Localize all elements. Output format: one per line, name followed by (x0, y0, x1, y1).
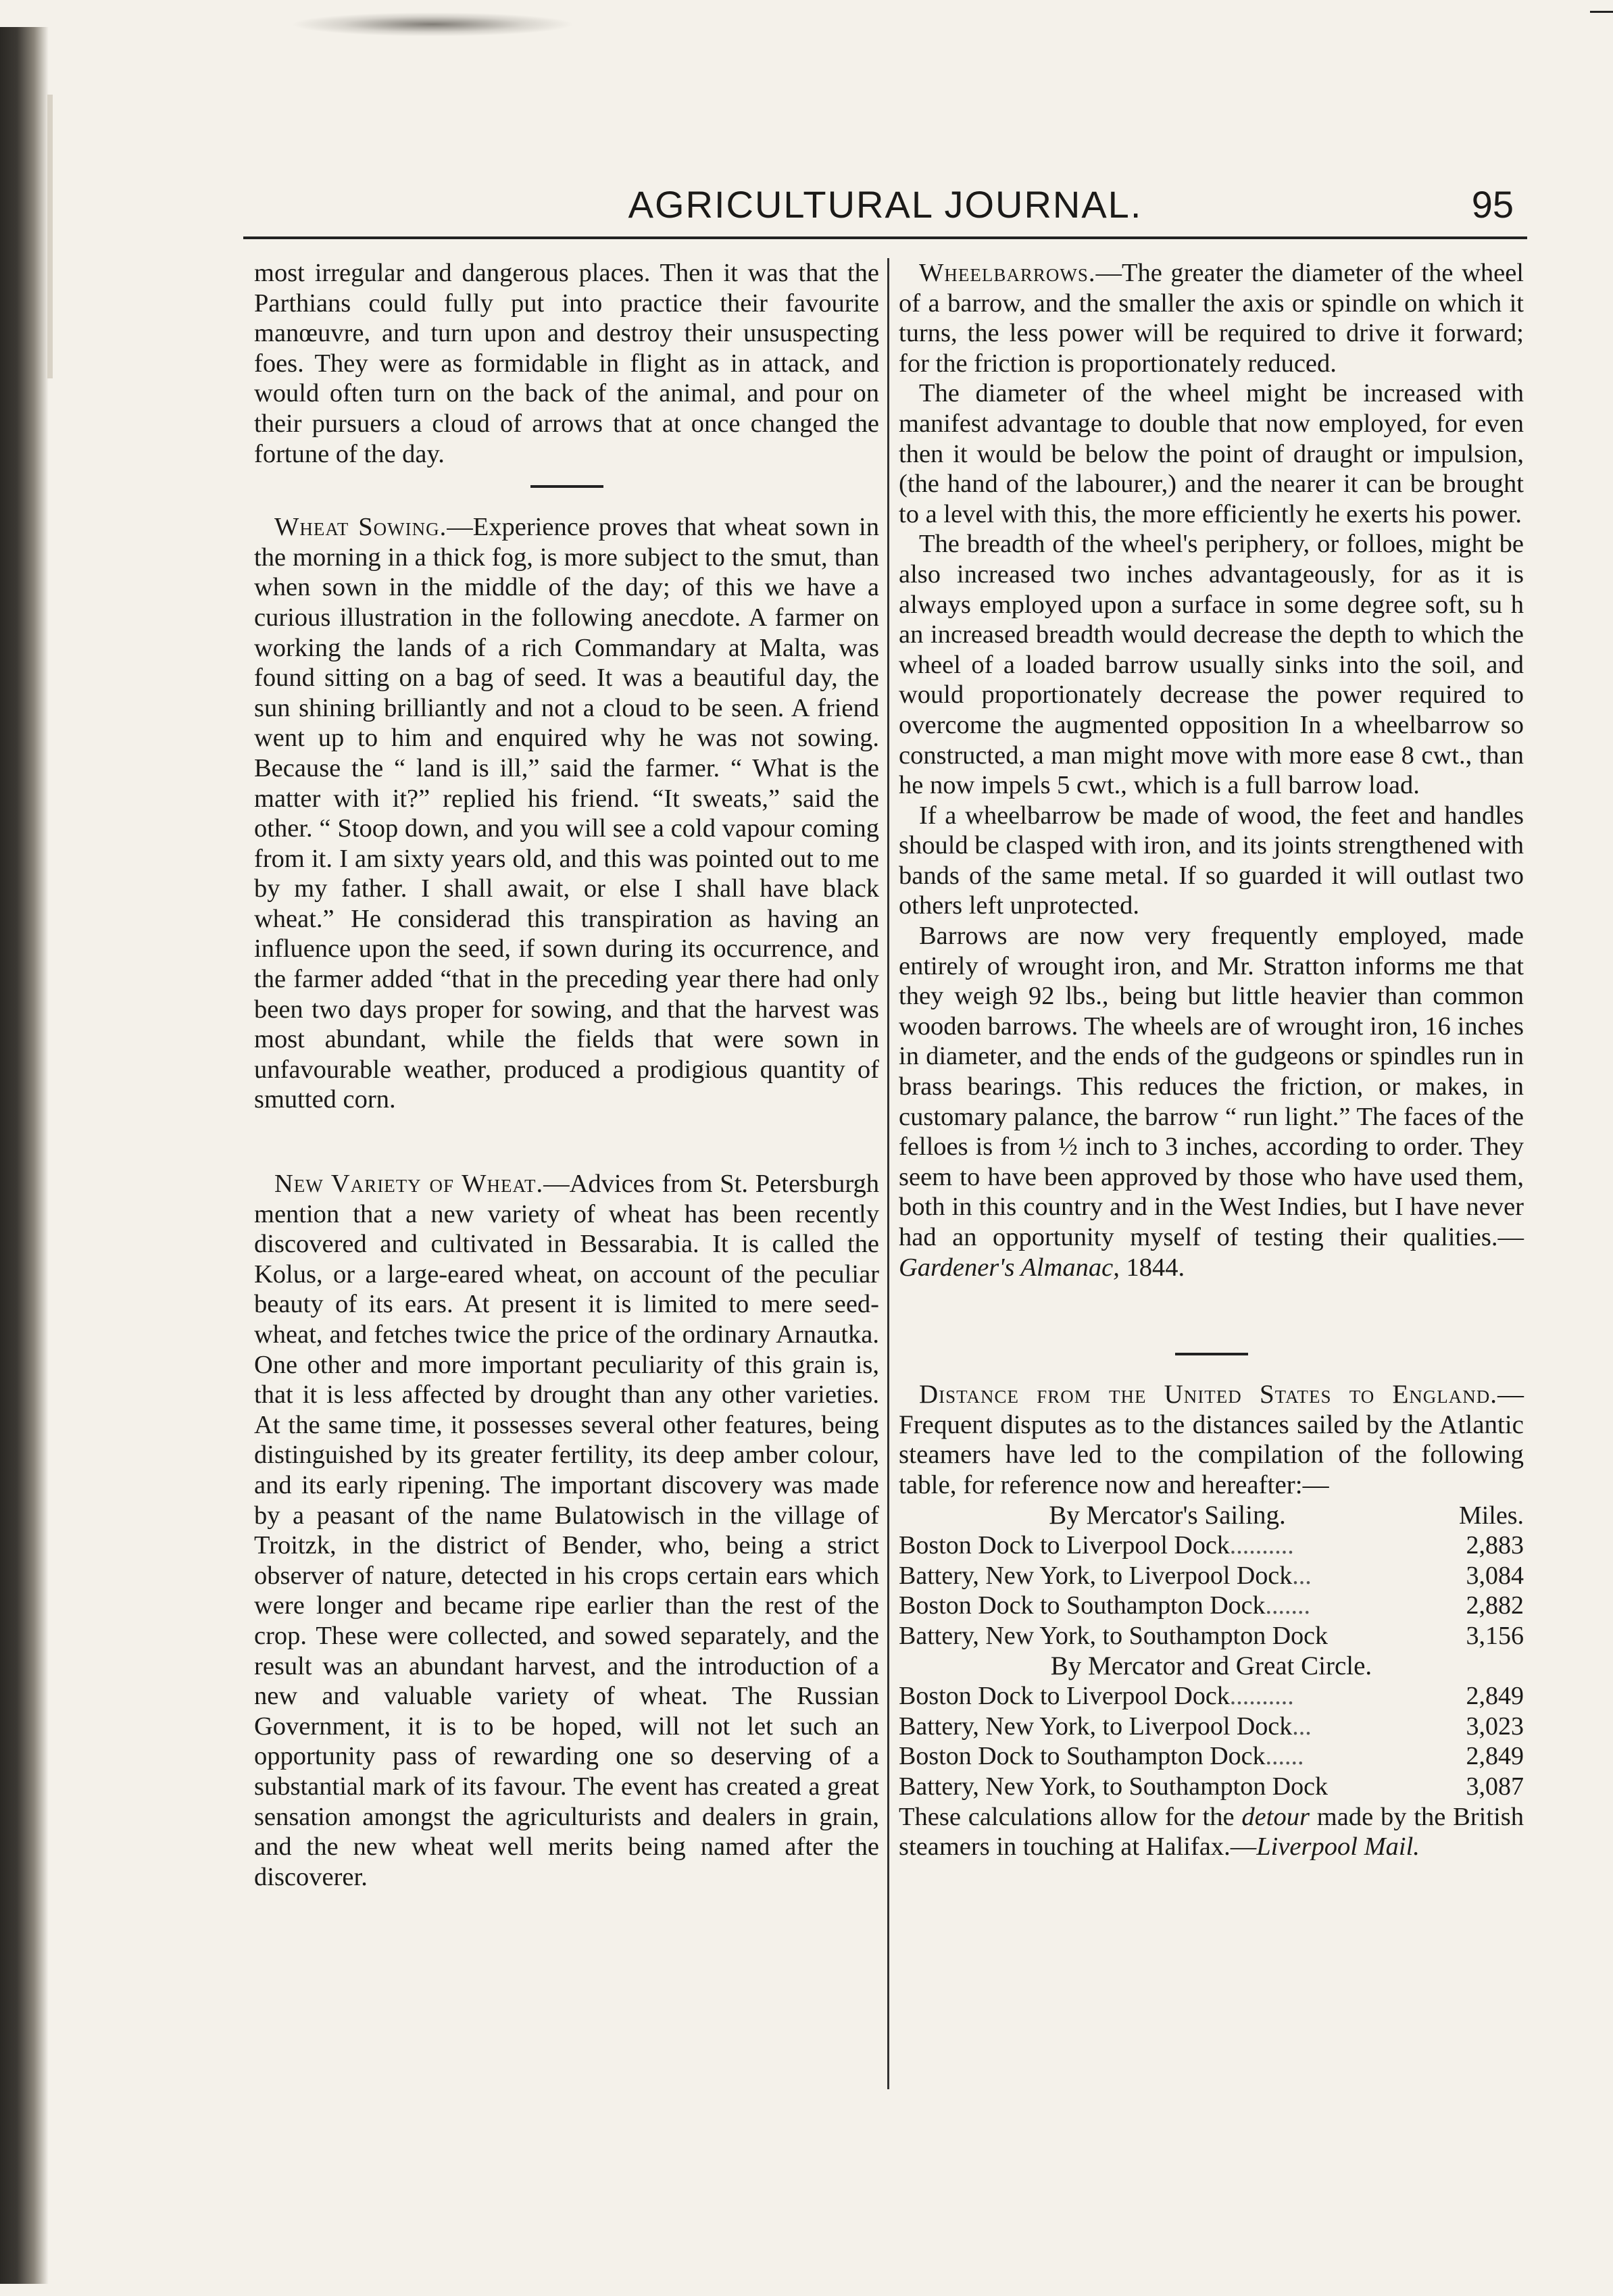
table-row (899, 1712, 1524, 1742)
wheelbarrows-year: 1844. (1119, 1253, 1185, 1282)
wheelbarrows-p2: The diameter of the wheel might be increased with manifest advantage to double that now employed, for even then it would be below the point of draught or impulsion, (the hand of the labourer,) and the nearer it can be brought to a level with this, the more efficiently he exerts his power. (899, 379, 1524, 528)
wheelbarrows-heading: Wheelbarrows. (919, 259, 1096, 287)
closing-detour: detour (1241, 1802, 1310, 1831)
page-number: 95 (1471, 183, 1514, 226)
section-gap (254, 1115, 879, 1169)
journal-title: AGRICULTURAL JOURNAL. (628, 183, 1143, 226)
parthians-paragraph: most irregular and dangerous places. Then it was that the Parthians could fully put into practice their favourite manœuvre, and turn upon and destroy their unsuspecting foes. They were as formidable in flight as in attack, and would often turn on the back of the animal, and pour on their pursuers a cloud of arrows that at once changed the fortune of the day. (254, 259, 879, 468)
route-name: Boston Dock to Liverpool Dock (899, 1531, 1230, 1560)
leader-dots: ... (1292, 1712, 1312, 1741)
route-name: Boston Dock to Southampton Dock (899, 1742, 1266, 1771)
table-header-row (899, 1501, 1524, 1531)
wheat-sowing-article (254, 512, 879, 1115)
distance-source: Liverpool Mail. (1256, 1832, 1420, 1862)
book-spine-shadow (0, 27, 49, 2284)
table-row (899, 1561, 1524, 1591)
section-rule (530, 485, 603, 488)
leader-dots: .......... (1229, 1531, 1294, 1560)
route-miles: 3,087 (1466, 1772, 1524, 1801)
wheelbarrows-p5-block (899, 921, 1524, 1282)
leader-dots: .......... (1229, 1682, 1294, 1711)
spine-edge-mark (47, 95, 53, 378)
ink-smudge (291, 12, 574, 36)
distance-closing (899, 1802, 1524, 1862)
wheelbarrows-p3: The breadth of the wheel's periphery, or folloes, might be also increased two inches advantageously, for as it is always employed upon a surface in some degree soft, su h an increased breadth would decrease the depth to which the wheel of a loaded barrow usually sinks into the soil, and would proportionately decrease the power required to overcome the augmented opposition In a wheelbarrow so constructed, a man might move with more ease 8 cwt., than he now impels 5 cwt., which is a full barrow load. (899, 530, 1524, 800)
distance-heading: Distance from the United States to England. (919, 1380, 1497, 1409)
route-miles: 2,883 (1466, 1531, 1524, 1560)
new-variety-body: —Advices from St. Petersburgh mention that a new variety of wheat has been recently discovered and cultivated in Bessarabia. It is called the Kolus, or a large-eared wheat, on account of the peculiar beauty of its ears. At present it is limited to mere seed-wheat, and fetches twice the price of the ordinary Arnautka. One other and more important peculiarity of this grain is, that it is less affected by drought than any other varieties. At the same time, it possesses several other features, being distinguished by its greater fertility, its deep amber colour, and its early ripening. The important discovery was made by a peasant of the name Bulatowisch in the village of Troitzk, in the district of Bender, who, being a strict observer of nature, detected in his crops certain ears which were longer and became ripe earlier than the rest of the crop. These were collected, and sowed separately, and the result was an abundant harvest, and the introduction of a new and valuable variety of wheat. The Russian Government, it is to be hoped, will not let such an opportunity pass of rewarding one so deserving of a substantial mark of its favour. The event has created a great sensation amongst the agriculturists and dealers in grain, and the new wheat well merits being named after the discoverer. (254, 1170, 879, 1891)
column-divider (887, 258, 889, 2089)
distance-article (899, 1380, 1524, 1500)
route-miles: 2,849 (1466, 1682, 1524, 1711)
wheelbarrows-p5: Barrows are now very frequently employed, made entirely of wrought iron, and Mr. Stratton informs me that they weigh 92 lbs., being but little heavier than common wooden barrows. The wheels are of wrought iron, 16 inches in diameter, and the ends of the gudgeons or spindles run in brass bearings. This reduces the friction, or makes, in customary palance, the barrow “ run light.” The faces of the felloes is from ½ inch to 3 inches, according to order. They seem to have been approved by those who have used them, both in this country and in the West Indies, but I have never had an opportunity myself of testing their qualities.— (899, 922, 1524, 1251)
route-miles: 3,023 (1466, 1712, 1524, 1741)
table-row (899, 1621, 1524, 1651)
wheelbarrows-p1: —The greater the diameter of the wheel of a barrow, and the smaller the axis or spindle on which it turns, the less power will be required to drive it forward; for the friction is proportionately reduced. (899, 259, 1524, 378)
section-gap (899, 1282, 1524, 1337)
wheat-sowing-body: —Experience proves that wheat sown in the morning in a thick fog, is more subject to the smut, than when sown in the middle of the day; of this we have a curious illustration in the following anecdote. A farmer on working the lands of a rich Commandary at Malta, was found sitting on a bag of seed. It was a beautiful day, the sun shining brilliantly and not a cloud to be seen. A friend went up to him and enquired why he was not sowing. Because the “ land is ill,” said the farmer. “ What is the matter with it?” replied his friend. “It sweats,” said the other. “ Stoop down, and you will see a cold vapour coming from it. I am sixty years old, and this was pointed out to me by my father. I shall await, or else I shall have black wheat.” He considerad this transpiration as having an influence upon the seed, if sown during its occurrence, and the farmer added “that in the preceding year there had only been two days proper for sowing, and that the harvest was most abundant, while the fields that were sown in unfavourable weather, produced a prodigious quantity of smutted corn. (254, 513, 879, 1114)
closing-text-b: made by the British steamers in touching at Halifax.— (899, 1802, 1524, 1862)
table-row (899, 1681, 1524, 1712)
left-column (254, 258, 879, 1892)
route-miles: 3,084 (1466, 1561, 1524, 1590)
table-row (899, 1530, 1524, 1561)
right-column (899, 258, 1524, 1862)
distance-body: —Frequent disputes as to the distances sailed by the Atlantic steamers have led to the compilation of the following table, for reference now and hereafter:— (899, 1380, 1524, 1499)
route-name: Boston Dock to Southampton Dock (899, 1591, 1266, 1620)
table-row (899, 1741, 1524, 1772)
corner-mark (1590, 0, 1613, 13)
wheelbarrows-article (899, 258, 1524, 378)
wheat-sowing-heading: Wheat Sowing. (274, 513, 447, 542)
route-name: Battery, New York, to Liverpool Dock (899, 1561, 1293, 1590)
new-variety-article (254, 1169, 879, 1892)
great-circle-heading: By Mercator and Great Circle. (1050, 1651, 1372, 1680)
route-name: Battery, New York, to Southampton Dock (899, 1772, 1329, 1801)
mercator-heading: By Mercator's Sailing. (1049, 1500, 1286, 1530)
table-row (899, 1772, 1524, 1802)
running-head (243, 182, 1527, 239)
route-name: Battery, New York, to Southampton Dock (899, 1621, 1329, 1650)
route-name: Boston Dock to Liverpool Dock (899, 1682, 1230, 1711)
leader-dots: ....... (1265, 1591, 1311, 1620)
table-row (899, 1591, 1524, 1621)
new-variety-heading: New Variety of Wheat. (274, 1170, 544, 1199)
miles-label: Miles. (1458, 1501, 1524, 1530)
wheelbarrows-source: Gardener's Almanac, (899, 1253, 1120, 1282)
leader-dots: ...... (1265, 1742, 1304, 1771)
route-name: Battery, New York, to Liverpool Dock (899, 1712, 1293, 1741)
route-miles: 2,882 (1466, 1591, 1524, 1620)
wheelbarrows-p4: If a wheelbarrow be made of wood, the feet and handles should be clasped with iron, and its joints strengthened with bands of the same metal. If so guarded it will outlast two others left unprotected. (899, 801, 1524, 920)
table-header-row (899, 1651, 1524, 1682)
closing-text-a: These calculations allow for the (899, 1802, 1242, 1831)
route-miles: 2,849 (1466, 1742, 1524, 1771)
mercator-table (899, 1501, 1524, 1802)
leader-dots: ... (1292, 1561, 1312, 1590)
route-miles: 3,156 (1466, 1621, 1524, 1650)
section-rule (1175, 1353, 1248, 1355)
